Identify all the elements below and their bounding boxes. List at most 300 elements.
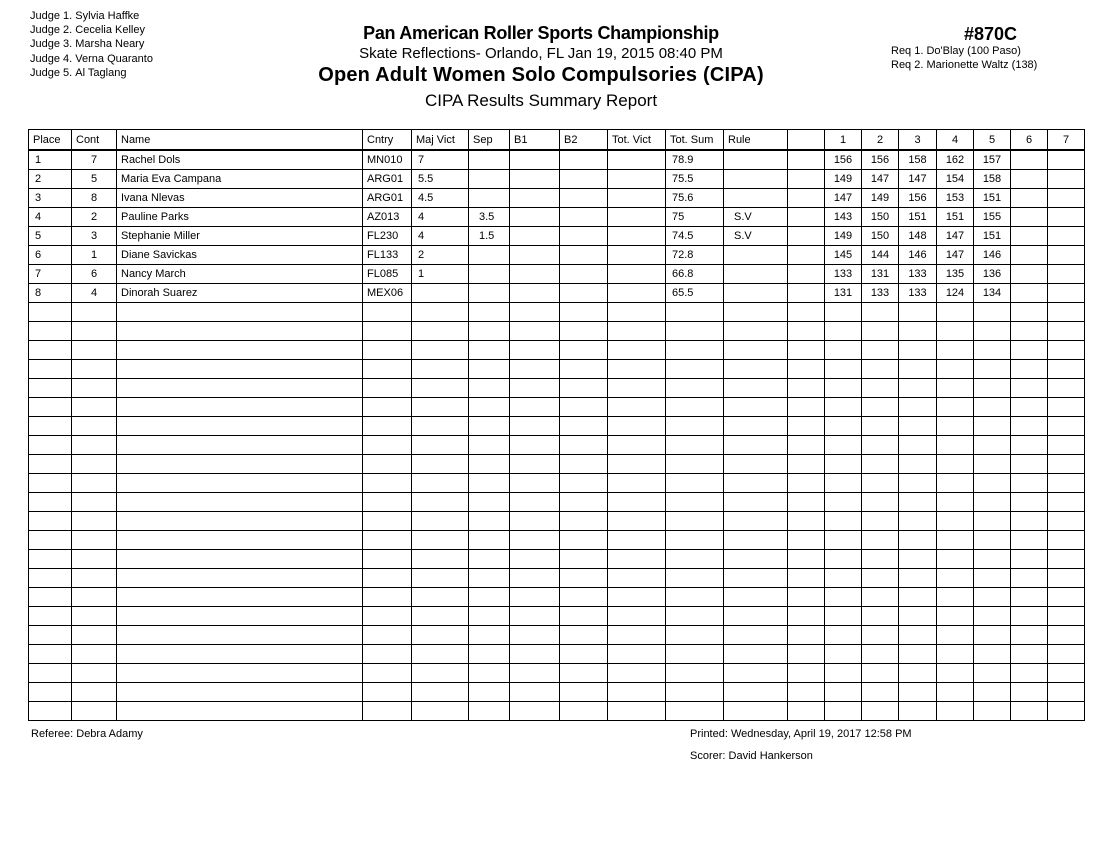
empty-cell (560, 645, 608, 664)
empty-cell (72, 303, 117, 322)
cell-sep (469, 170, 510, 189)
empty-cell (1011, 493, 1048, 512)
empty-cell (974, 512, 1011, 531)
empty-cell (937, 398, 974, 417)
empty-cell (724, 455, 788, 474)
empty-cell (666, 626, 724, 645)
empty-cell (608, 702, 666, 721)
cell-cont: 8 (72, 189, 117, 208)
empty-table-row (29, 322, 1085, 341)
cell-sep (469, 246, 510, 265)
empty-cell (510, 322, 560, 341)
empty-cell (937, 607, 974, 626)
empty-cell (862, 379, 899, 398)
empty-cell (363, 588, 412, 607)
empty-cell (363, 303, 412, 322)
empty-cell (788, 531, 825, 550)
empty-cell (510, 588, 560, 607)
empty-cell (29, 303, 72, 322)
empty-cell (29, 664, 72, 683)
cell-j7 (1048, 284, 1085, 303)
empty-cell (974, 588, 1011, 607)
empty-cell (724, 607, 788, 626)
empty-cell (862, 550, 899, 569)
empty-cell (469, 626, 510, 645)
empty-cell (412, 683, 469, 702)
cell-j3: 147 (899, 170, 937, 189)
empty-cell (363, 607, 412, 626)
empty-cell (862, 341, 899, 360)
empty-cell (1011, 303, 1048, 322)
empty-cell (666, 683, 724, 702)
empty-cell (974, 303, 1011, 322)
empty-cell (1048, 626, 1085, 645)
empty-cell (363, 436, 412, 455)
empty-cell (72, 607, 117, 626)
empty-cell (1011, 683, 1048, 702)
cell-place: 6 (29, 246, 72, 265)
empty-cell (510, 303, 560, 322)
cell-cntry: MEX06 (363, 284, 412, 303)
empty-cell (899, 607, 937, 626)
empty-cell (1048, 550, 1085, 569)
empty-cell (1048, 341, 1085, 360)
cell-b2 (560, 170, 608, 189)
column-header (788, 130, 825, 151)
empty-cell (72, 474, 117, 493)
cell-j7 (1048, 189, 1085, 208)
empty-cell (29, 360, 72, 379)
empty-cell (72, 379, 117, 398)
empty-table-row (29, 360, 1085, 379)
cell-b1 (510, 170, 560, 189)
empty-cell (937, 474, 974, 493)
empty-cell (666, 588, 724, 607)
empty-cell (29, 436, 72, 455)
empty-cell (899, 645, 937, 664)
empty-cell (510, 702, 560, 721)
report-title (0, 91, 1100, 111)
empty-cell (862, 360, 899, 379)
empty-cell (666, 664, 724, 683)
table-header (29, 130, 1085, 151)
empty-cell (899, 436, 937, 455)
empty-cell (510, 436, 560, 455)
empty-cell (560, 398, 608, 417)
empty-cell (724, 702, 788, 721)
header-row (29, 130, 1085, 151)
cell-j4: 135 (937, 265, 974, 284)
empty-cell (560, 702, 608, 721)
empty-cell (1011, 455, 1048, 474)
empty-cell (974, 664, 1011, 683)
cell-j7 (1048, 170, 1085, 189)
cell-tot-vict (608, 227, 666, 246)
table-row (29, 227, 1085, 246)
cell-j5: 158 (974, 170, 1011, 189)
empty-cell (117, 550, 363, 569)
empty-cell (937, 702, 974, 721)
empty-cell (469, 607, 510, 626)
empty-cell (72, 569, 117, 588)
empty-cell (469, 360, 510, 379)
empty-cell (825, 474, 862, 493)
empty-cell (666, 645, 724, 664)
cell-j6 (1011, 265, 1048, 284)
empty-cell (29, 493, 72, 512)
empty-cell (974, 550, 1011, 569)
empty-cell (899, 512, 937, 531)
empty-cell (974, 455, 1011, 474)
empty-cell (412, 360, 469, 379)
empty-cell (363, 664, 412, 683)
empty-cell (469, 398, 510, 417)
empty-cell (510, 360, 560, 379)
empty-cell (1048, 531, 1085, 550)
cell-j5: 157 (974, 150, 1011, 170)
empty-cell (72, 626, 117, 645)
empty-cell (899, 588, 937, 607)
requirement-label: Req 1. (891, 45, 924, 57)
cell-b1 (510, 284, 560, 303)
cell-tot-vict (608, 170, 666, 189)
empty-cell (1011, 702, 1048, 721)
table-row (29, 284, 1085, 303)
empty-cell (825, 436, 862, 455)
empty-cell (117, 360, 363, 379)
empty-table-row (29, 569, 1085, 588)
empty-cell (724, 341, 788, 360)
empty-cell (937, 626, 974, 645)
empty-cell (1048, 645, 1085, 664)
requirement-label: Req 2. (891, 59, 924, 71)
empty-cell (788, 417, 825, 436)
empty-cell (560, 531, 608, 550)
empty-cell (363, 417, 412, 436)
column-header: 6 (1011, 130, 1048, 151)
empty-cell (72, 588, 117, 607)
empty-table-row (29, 341, 1085, 360)
cell-j2: 156 (862, 150, 899, 170)
cell-cntry: FL085 (363, 265, 412, 284)
judge-name: Verna Quaranto (75, 52, 153, 65)
empty-cell (862, 303, 899, 322)
empty-cell (724, 398, 788, 417)
empty-cell (899, 493, 937, 512)
cell-j4: 162 (937, 150, 974, 170)
empty-cell (608, 664, 666, 683)
report-title-text: CIPA Results Summary Report (424, 91, 658, 110)
empty-cell (510, 398, 560, 417)
cell-rule (724, 170, 788, 189)
empty-cell (117, 531, 363, 550)
empty-cell (862, 512, 899, 531)
cell-place: 3 (29, 189, 72, 208)
cell-j4: 147 (937, 246, 974, 265)
empty-cell (560, 455, 608, 474)
cell-j6 (1011, 208, 1048, 227)
event-number: #870C (964, 24, 1018, 44)
cell-maj-vict: 4 (412, 208, 469, 227)
empty-cell (666, 512, 724, 531)
empty-cell (29, 550, 72, 569)
empty-cell (974, 322, 1011, 341)
empty-cell (666, 303, 724, 322)
empty-cell (862, 702, 899, 721)
empty-cell (788, 702, 825, 721)
empty-cell (937, 455, 974, 474)
empty-cell (29, 569, 72, 588)
empty-cell (29, 626, 72, 645)
empty-cell (1048, 702, 1085, 721)
empty-cell (469, 303, 510, 322)
cell-j7 (1048, 150, 1085, 170)
empty-cell (412, 341, 469, 360)
empty-cell (117, 436, 363, 455)
empty-cell (825, 645, 862, 664)
cell-sep (469, 284, 510, 303)
championship-title-text: Pan American Roller Sports Championship (363, 23, 719, 43)
judge-name: Cecelia Kelley (75, 24, 145, 37)
empty-cell (29, 683, 72, 702)
empty-cell (412, 531, 469, 550)
cell-b1 (510, 208, 560, 227)
empty-cell (862, 645, 899, 664)
empty-cell (560, 626, 608, 645)
empty-cell (1048, 493, 1085, 512)
empty-cell (510, 626, 560, 645)
empty-cell (825, 322, 862, 341)
empty-cell (899, 360, 937, 379)
cell-cont: 1 (72, 246, 117, 265)
empty-cell (469, 588, 510, 607)
empty-cell (937, 531, 974, 550)
empty-cell (788, 379, 825, 398)
empty-cell (899, 702, 937, 721)
cell-j3: 151 (899, 208, 937, 227)
column-header: 7 (1048, 130, 1085, 151)
empty-cell (724, 322, 788, 341)
column-header: Maj Vict (412, 130, 469, 151)
empty-cell (1011, 626, 1048, 645)
empty-cell (510, 645, 560, 664)
empty-cell (899, 322, 937, 341)
empty-cell (510, 379, 560, 398)
empty-cell (363, 322, 412, 341)
empty-cell (117, 398, 363, 417)
cell-maj-vict: 1 (412, 265, 469, 284)
empty-cell (29, 379, 72, 398)
cell-j2: 133 (862, 284, 899, 303)
cell-b2 (560, 227, 608, 246)
empty-cell (560, 664, 608, 683)
empty-cell (560, 474, 608, 493)
cell-j1: 143 (825, 208, 862, 227)
cell-name: Rachel Dols (117, 150, 363, 170)
cell-maj-vict: 7 (412, 150, 469, 170)
cell-b2 (560, 189, 608, 208)
empty-cell (510, 531, 560, 550)
empty-cell (825, 531, 862, 550)
empty-cell (1011, 379, 1048, 398)
empty-cell (937, 417, 974, 436)
cell-j7 (1048, 227, 1085, 246)
empty-cell (666, 379, 724, 398)
empty-table-row (29, 702, 1085, 721)
empty-cell (117, 322, 363, 341)
empty-cell (724, 474, 788, 493)
cell-tot-vict (608, 246, 666, 265)
cell-b2 (560, 246, 608, 265)
cell-j1: 133 (825, 265, 862, 284)
cell-j3: 158 (899, 150, 937, 170)
empty-cell (862, 664, 899, 683)
empty-table-row (29, 607, 1085, 626)
cell-j4: 124 (937, 284, 974, 303)
empty-cell (974, 626, 1011, 645)
empty-cell (469, 512, 510, 531)
cell-maj-vict (412, 284, 469, 303)
empty-cell (608, 322, 666, 341)
empty-cell (1048, 360, 1085, 379)
cell-j4: 154 (937, 170, 974, 189)
cell-j3: 148 (899, 227, 937, 246)
empty-cell (510, 683, 560, 702)
empty-cell (510, 341, 560, 360)
empty-cell (29, 512, 72, 531)
empty-cell (1048, 398, 1085, 417)
empty-cell (974, 417, 1011, 436)
empty-cell (363, 455, 412, 474)
cell-b1 (510, 189, 560, 208)
empty-cell (412, 702, 469, 721)
cell-j1: 131 (825, 284, 862, 303)
judge-1 (30, 9, 153, 23)
cell-name: Nancy March (117, 265, 363, 284)
empty-cell (974, 360, 1011, 379)
empty-table-row (29, 398, 1085, 417)
empty-cell (724, 436, 788, 455)
cell-blank (788, 246, 825, 265)
column-header: B2 (560, 130, 608, 151)
cell-j7 (1048, 208, 1085, 227)
empty-cell (974, 474, 1011, 493)
judge-label: Judge 1. (30, 10, 73, 22)
cell-place: 1 (29, 150, 72, 170)
empty-cell (1048, 607, 1085, 626)
empty-cell (72, 550, 117, 569)
empty-cell (412, 493, 469, 512)
cell-b2 (560, 208, 608, 227)
cell-j2: 144 (862, 246, 899, 265)
empty-table-row (29, 626, 1085, 645)
empty-cell (412, 436, 469, 455)
cell-rule: S.V (724, 227, 788, 246)
empty-cell (117, 683, 363, 702)
empty-cell (899, 626, 937, 645)
judge-name: Al Taglang (75, 66, 127, 79)
venue-datetime-text: Skate Reflections- Orlando, FL Jan 19, 2015 08:40 PM (359, 45, 723, 62)
empty-table-row (29, 550, 1085, 569)
empty-cell (825, 607, 862, 626)
empty-cell (666, 474, 724, 493)
cell-place: 2 (29, 170, 72, 189)
empty-cell (412, 303, 469, 322)
empty-cell (788, 322, 825, 341)
empty-cell (862, 588, 899, 607)
empty-cell (899, 379, 937, 398)
cell-b2 (560, 284, 608, 303)
empty-cell (974, 683, 1011, 702)
cell-cntry: ARG01 (363, 170, 412, 189)
requirement-1 (891, 44, 1037, 58)
empty-cell (974, 436, 1011, 455)
empty-cell (363, 512, 412, 531)
empty-cell (1048, 683, 1085, 702)
cell-sep (469, 189, 510, 208)
judge-label: Judge 3. (30, 38, 73, 51)
empty-cell (862, 531, 899, 550)
empty-cell (825, 455, 862, 474)
empty-cell (788, 645, 825, 664)
empty-cell (560, 569, 608, 588)
table-row (29, 170, 1085, 189)
empty-cell (974, 569, 1011, 588)
empty-cell (862, 607, 899, 626)
empty-cell (72, 702, 117, 721)
empty-cell (412, 512, 469, 531)
cell-j5: 155 (974, 208, 1011, 227)
empty-cell (1011, 607, 1048, 626)
empty-cell (72, 531, 117, 550)
empty-cell (899, 531, 937, 550)
cell-blank (788, 284, 825, 303)
empty-cell (608, 512, 666, 531)
empty-cell (29, 322, 72, 341)
empty-cell (974, 607, 1011, 626)
empty-cell (937, 360, 974, 379)
empty-cell (825, 702, 862, 721)
empty-cell (666, 455, 724, 474)
empty-cell (862, 455, 899, 474)
table-body (29, 150, 1085, 721)
cell-b1 (510, 265, 560, 284)
empty-cell (469, 341, 510, 360)
empty-cell (363, 360, 412, 379)
cell-tot-vict (608, 208, 666, 227)
empty-cell (29, 417, 72, 436)
empty-cell (1011, 664, 1048, 683)
empty-cell (788, 455, 825, 474)
cell-tot-sum: 65.5 (666, 284, 724, 303)
empty-cell (788, 360, 825, 379)
empty-cell (825, 664, 862, 683)
cell-j5: 136 (974, 265, 1011, 284)
empty-cell (825, 360, 862, 379)
cell-cntry: ARG01 (363, 189, 412, 208)
empty-cell (363, 531, 412, 550)
empty-cell (510, 493, 560, 512)
empty-cell (899, 664, 937, 683)
cell-rule (724, 150, 788, 170)
empty-cell (1011, 588, 1048, 607)
empty-cell (666, 493, 724, 512)
empty-cell (724, 417, 788, 436)
cell-cntry: FL230 (363, 227, 412, 246)
empty-cell (974, 645, 1011, 664)
empty-cell (724, 588, 788, 607)
empty-cell (469, 436, 510, 455)
